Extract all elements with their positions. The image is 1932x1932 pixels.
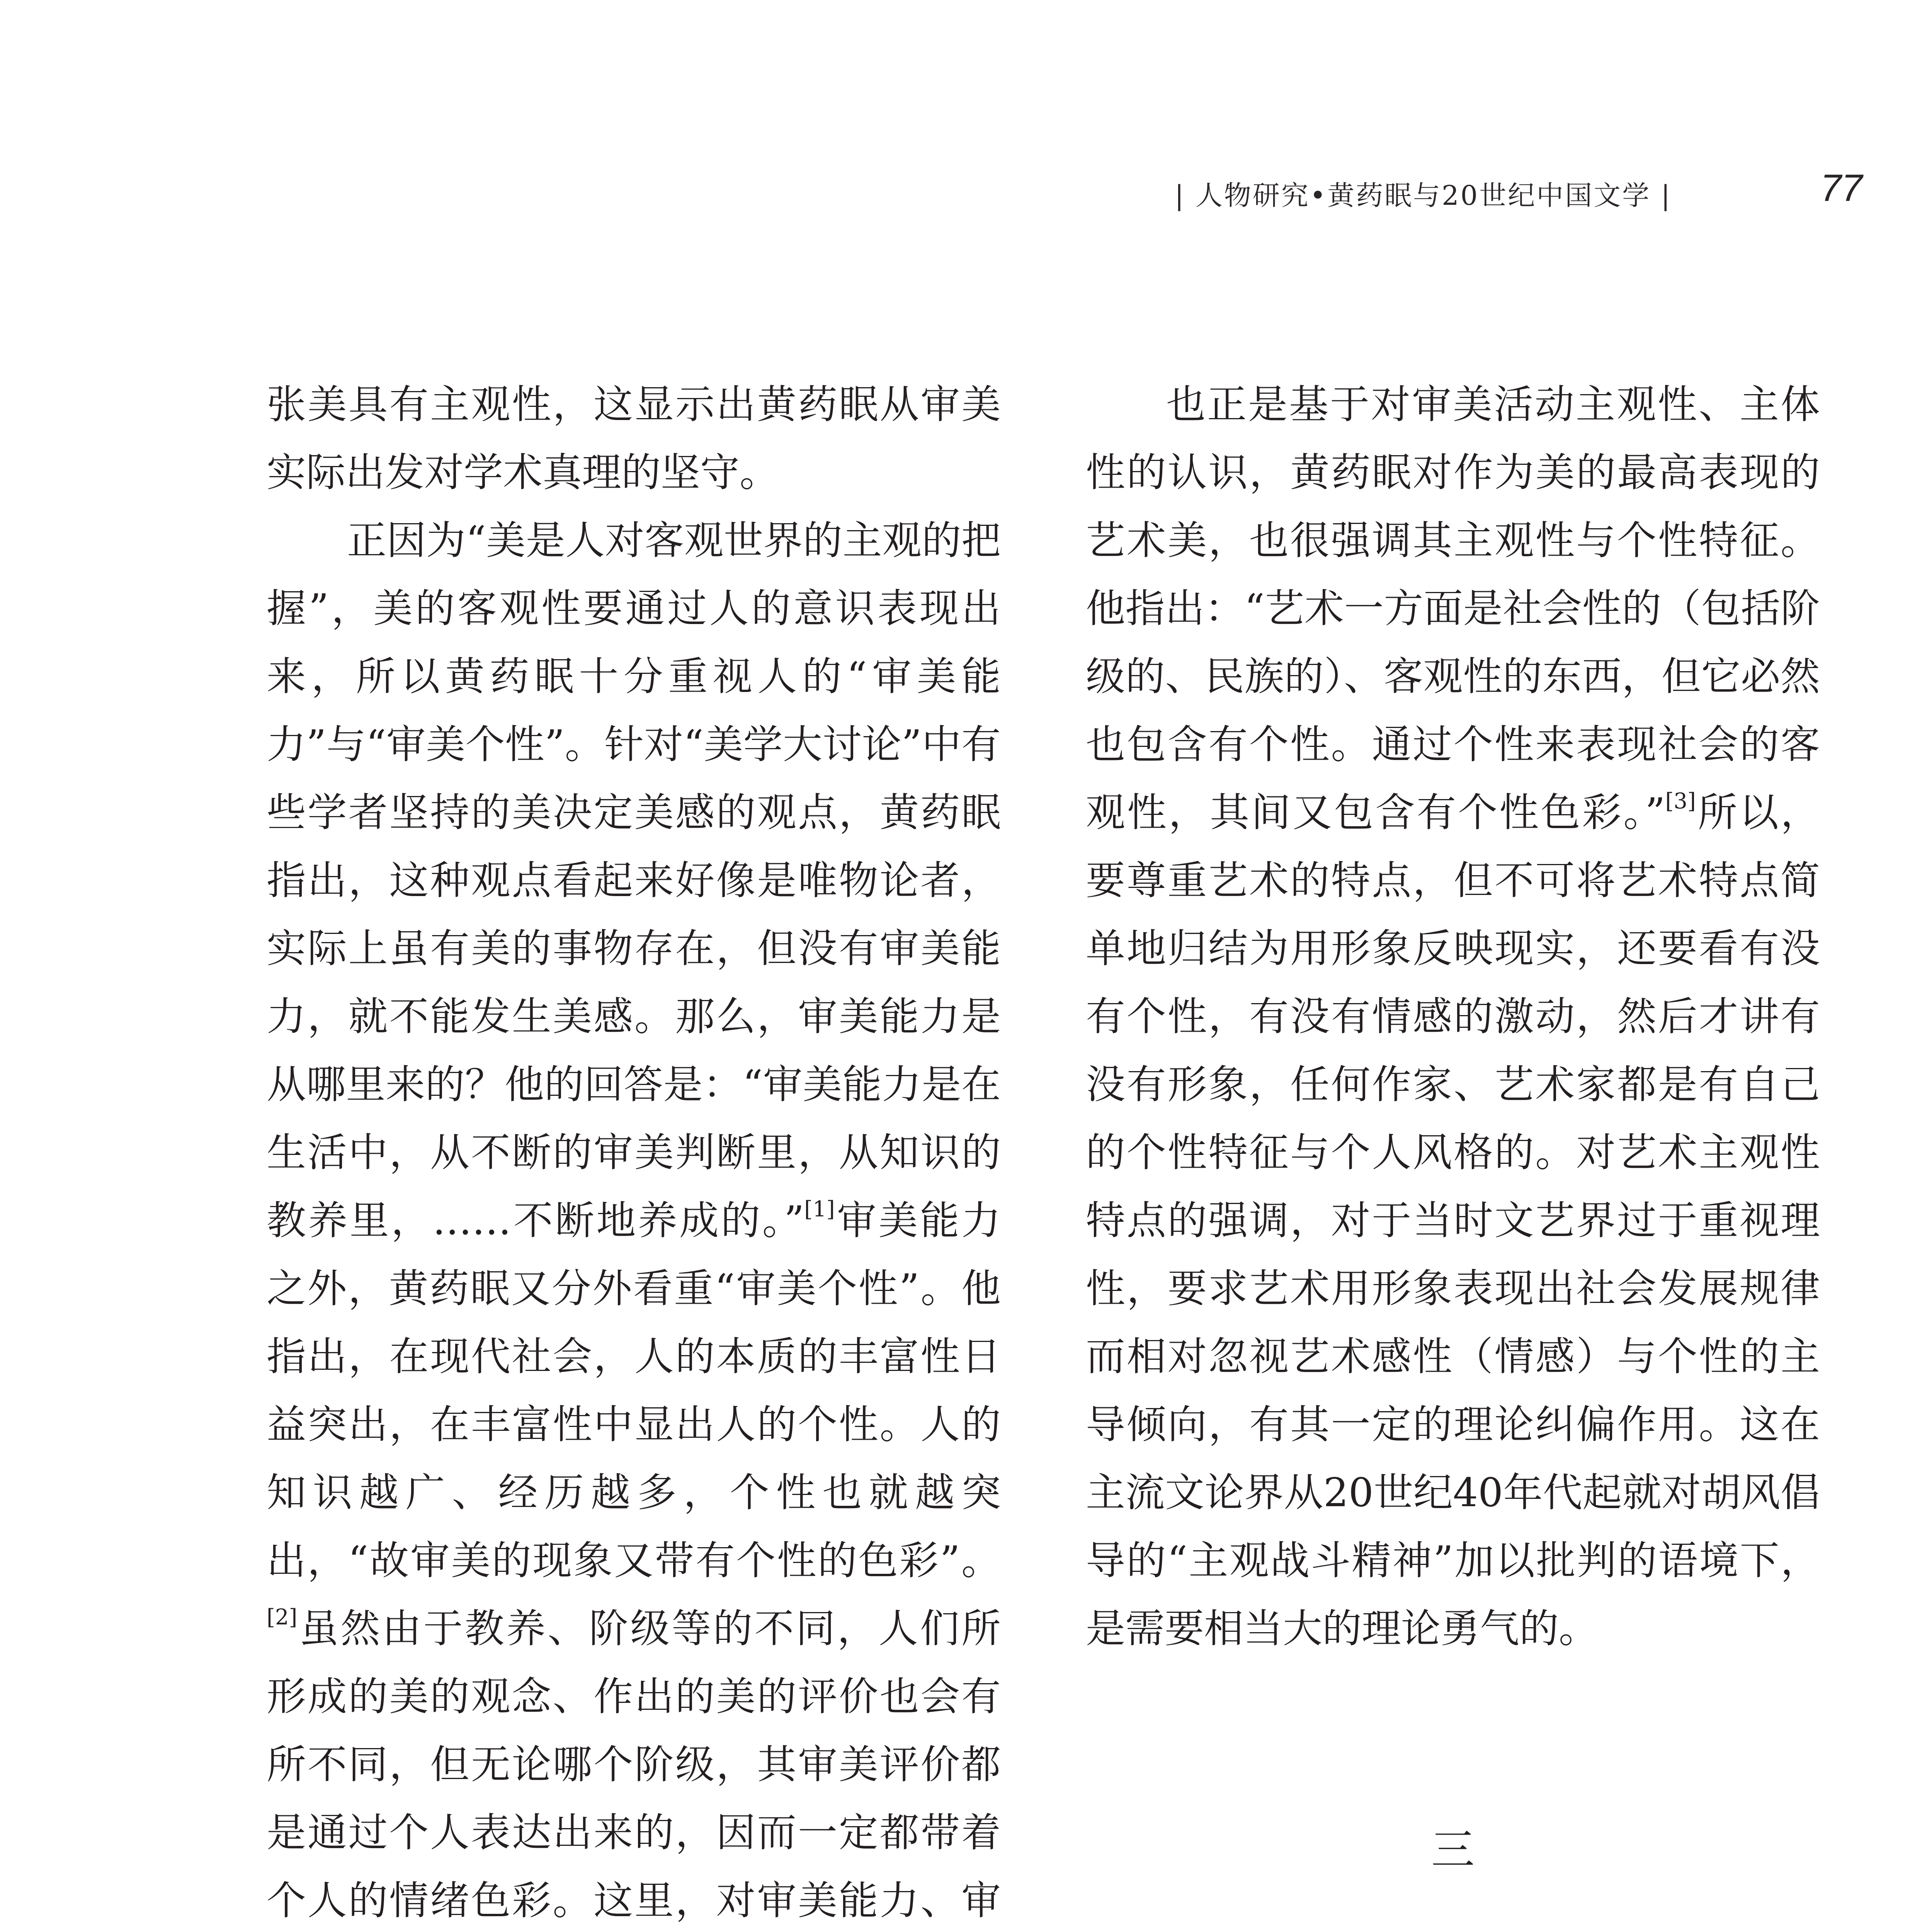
right-paragraph-1-text-a: 也正是基于对审美活动主观性、主体性的认识，黄药眠对作为美的最高表现的艺术美，也很强调其主观性与个性特征。他指出：“艺术一方面是社会性的（包括阶级的、民族的）、客观性的东西，但它必然也包含有个性。通过个性来表现社会的客观性，其间又包含有个性色彩。” [1086,382,1820,836]
left-column [267,371,1001,1932]
left-paragraph-2-text-b: 审美能力之外，黄药眠又分外看重“审美个性”。他指出，在现代社会，人的本质的丰富性日益突出，在丰富性中显出人的个性。人的知识越广、经历越多，个性也就越突出，“故审美的现象又带有个性的色彩”。 [267,1198,1001,1584]
left-paragraph-2 [267,507,1001,1932]
running-header [1175,166,1862,213]
page-number: 77 [1820,167,1862,209]
right-paragraph-1 [1086,371,1820,1663]
footnote-ref-3[interactable]: [3] [1665,789,1696,814]
left-paragraph-2-text-c: 虽然由于教养、阶级等的不同，人们所形成的美的观念、作出的美的评价也会有所不同，但无论哪个阶级，其审美评价都是通过个人表达出来的，因而一定都带着个人的情绪色彩。这里，对审美能力、审 [267,1606,1001,1924]
footnote-ref-1[interactable]: [1] [804,1197,835,1222]
right-paragraph-1-text-b: 所以，要尊重艺术的特点，但不可将艺术特点简单地归结为用形象反映现实，还要看有没有个性，有没有情感的激动，然后才讲有没有形象，任何作家、艺术家都是有自己的个性特征与个人风格的。对艺术主观性特点的强调，对于当时文艺界过于重视理性，要求艺术用形象表现出社会发展规律而相对忽视艺术感性（情感）与个性的主导倾向，有其一定的理论纠偏作用。这在主流文论界从20世纪40年代起就对胡风倡导的“主观战斗精神”加以批判的语境下，是需要相当大的理论勇气的。 [1086,790,1820,1652]
running-header-title: | 人物研究•黄药眠与20世纪中国文学 | [1175,180,1672,211]
footnote-ref-2[interactable]: [2] [267,1605,298,1630]
right-column-upper [1086,371,1820,1663]
left-paragraph-1 [267,371,1001,507]
left-paragraph-2-text-a: 正因为“美是人对客观世界的主观的把握”，美的客观性要通过人的意识表现出来，所以黄药眠十分重视人的“审美能力”与“审美个性”。针对“美学大讨论”中有些学者坚持的美决定美感的观点，黄药眠指出，这种观点看起来好像是唯物论者，实际上虽有美的事物存在，但没有审美能力，就不能发生美感。那么，审美能力是从哪里来的？他的回答是：“审美能力是在生活中，从不断的审美判断里，从知识的教养里，……不断地养成的。” [267,518,1001,1244]
left-paragraph-1-text: 张美具有主观性，这显示出黄药眠从审美实际出发对学术真理的坚守。 [267,382,1001,496]
section-heading: 三 [1431,1825,1475,1875]
